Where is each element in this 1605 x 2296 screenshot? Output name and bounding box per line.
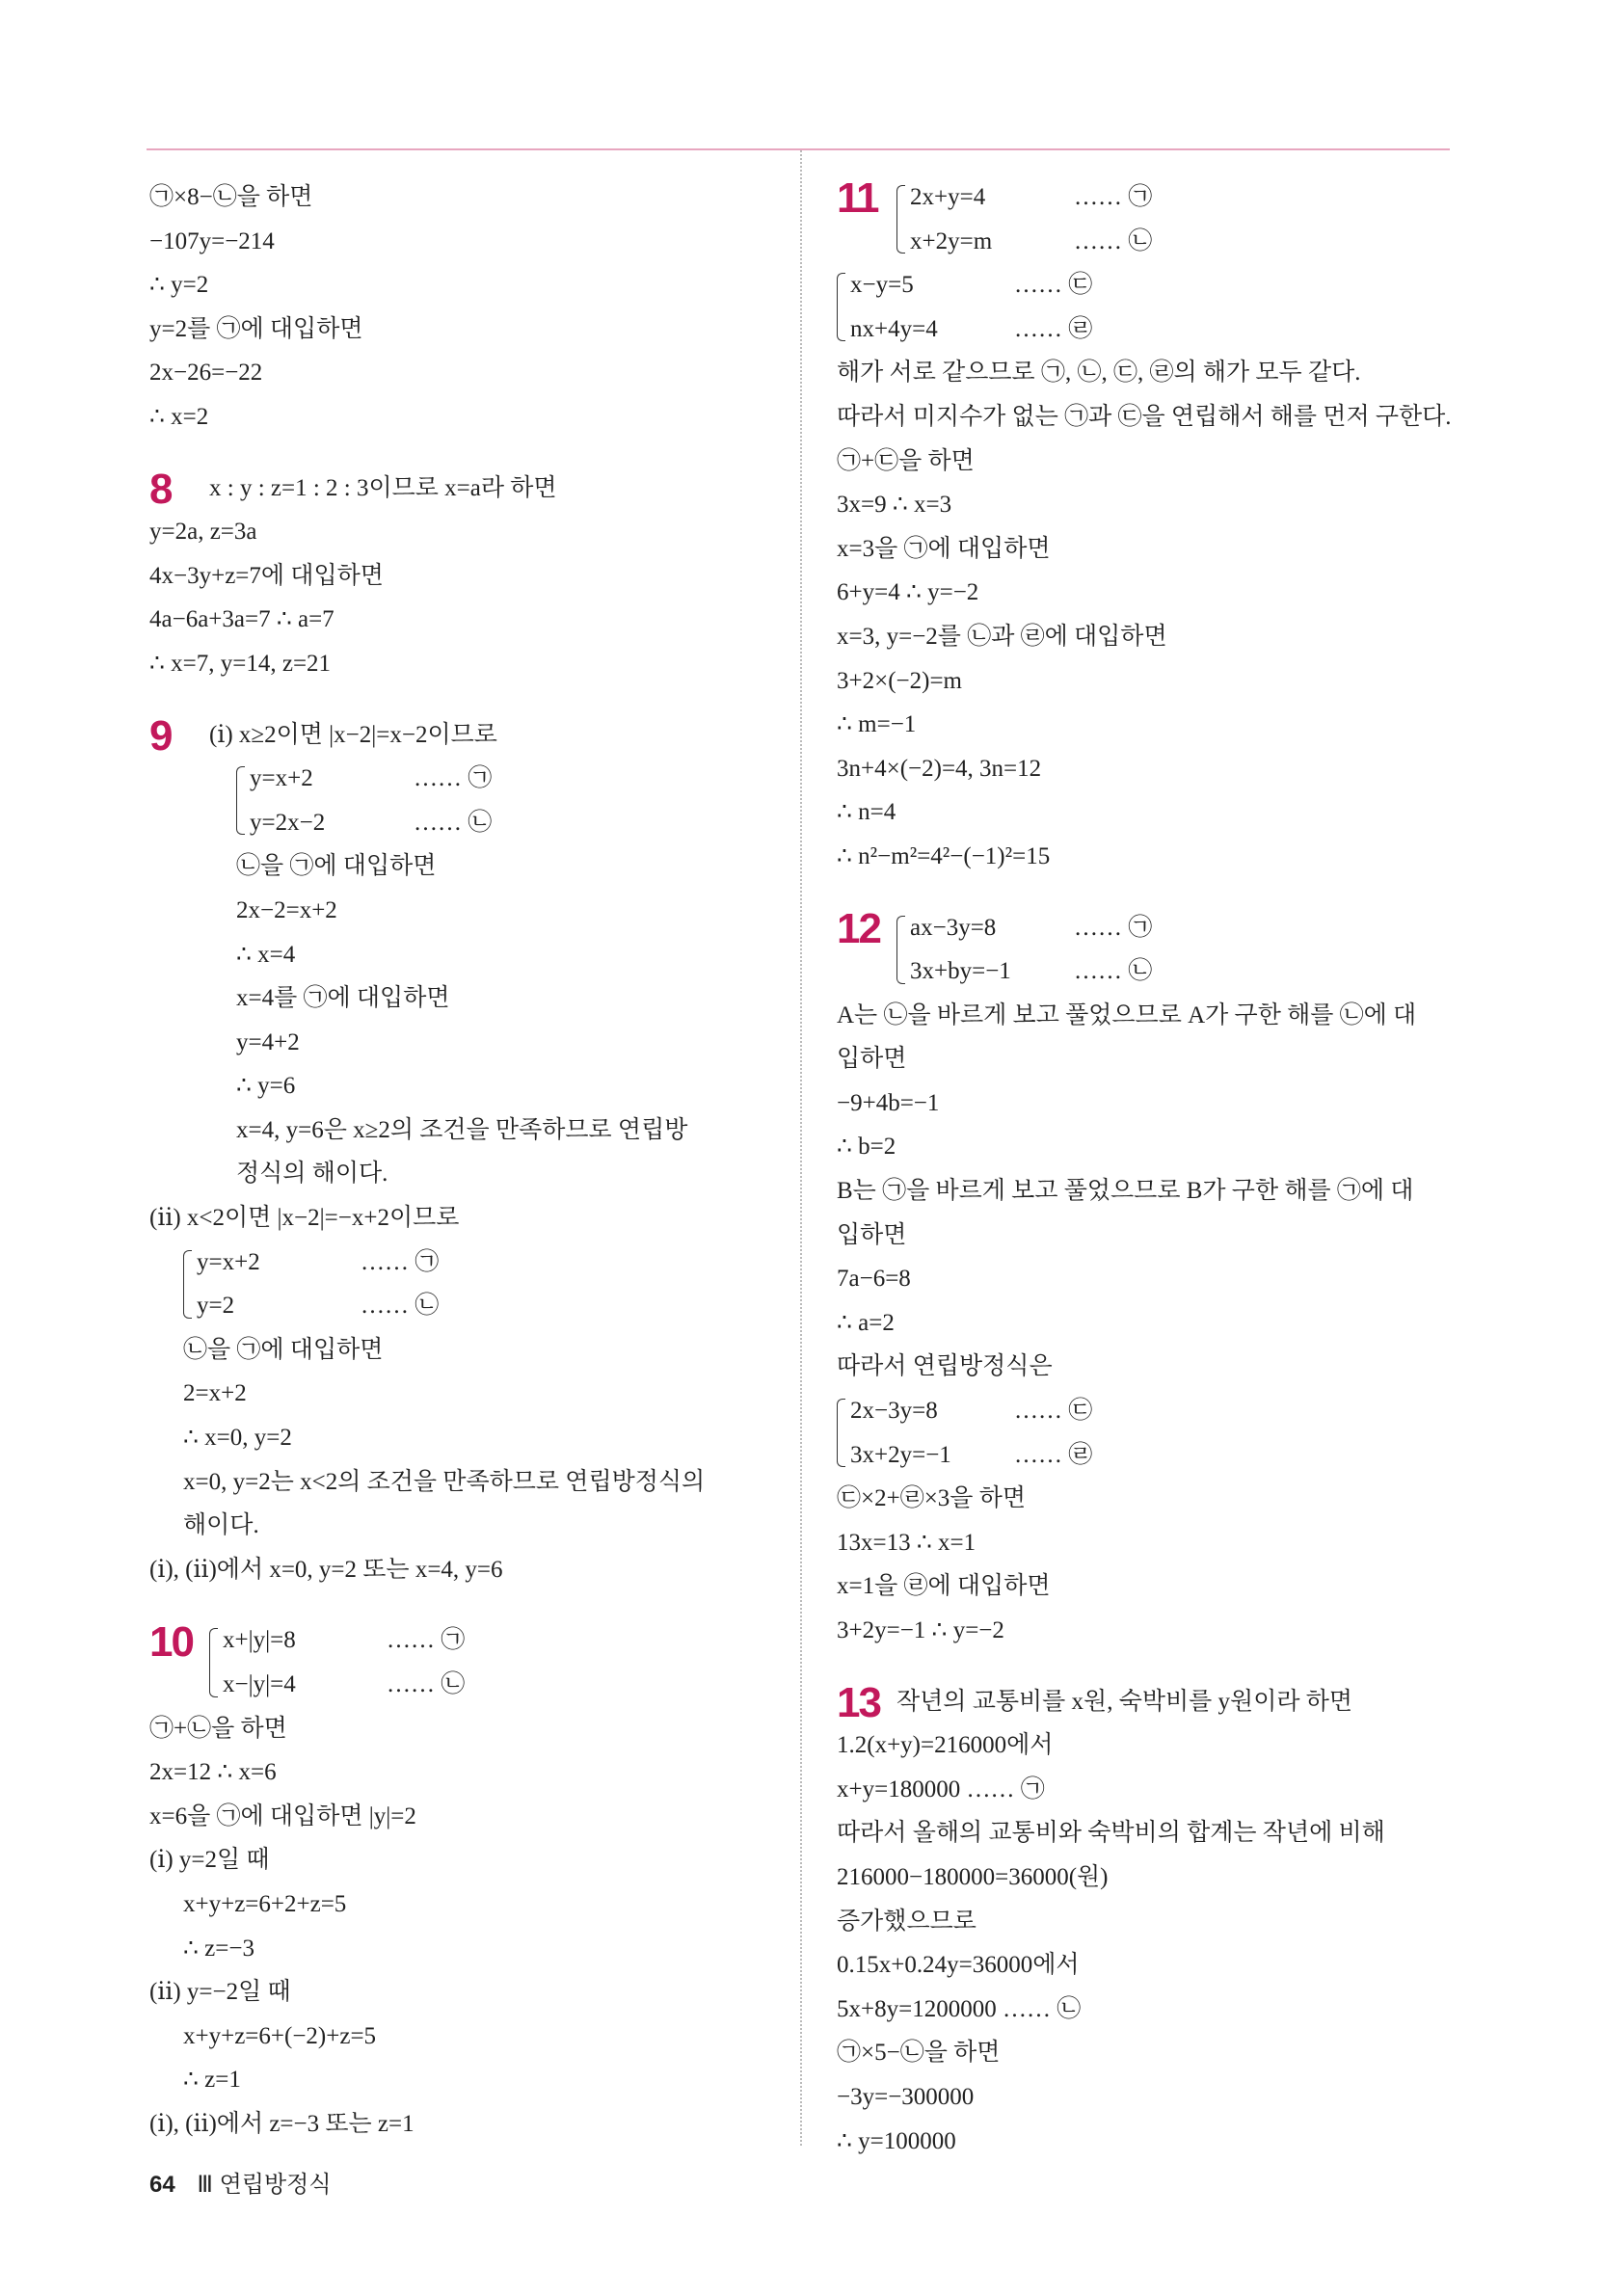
equation: y=x+2 xyxy=(250,765,313,792)
solution-line xyxy=(837,1081,1454,1126)
solution-line xyxy=(837,615,1454,659)
problem-number: 10 xyxy=(149,1617,193,1666)
equation: x−y=5 xyxy=(850,272,914,299)
solution-line xyxy=(837,1521,1454,1565)
line-text: 3+2y=−1 ∴ y=−2 xyxy=(837,1617,1004,1643)
line-text: 3x=9 ∴ x=3 xyxy=(837,492,952,519)
equation-system xyxy=(837,263,1454,351)
line-text: ∴ x=7, y=14, z=21 xyxy=(149,650,332,677)
solution-line xyxy=(837,527,1454,572)
solution-line xyxy=(837,1564,1454,1609)
line-text: (ⅰ), (ⅱ)에서 x=0, y=2 또는 x=4, y=6 xyxy=(149,1556,503,1583)
solution-line xyxy=(149,307,776,352)
line-text: y=2를 ㉠에 대입하면 xyxy=(149,315,363,342)
equation-tag: …… ㉠ xyxy=(361,1248,440,1275)
solution-line xyxy=(837,659,1454,704)
line-text: x+y+z=6+2+z=5 xyxy=(183,1890,347,1917)
line-text: ㉡을 ㉠에 대입하면 xyxy=(183,1336,384,1363)
solution-line xyxy=(149,510,776,554)
line-text: ㉡을 ㉠에 대입하면 xyxy=(236,853,437,880)
line-text: x : y : z=1 : 2 : 3이므로 x=a라 하면 xyxy=(209,474,557,501)
line-text: 정식의 해이다. xyxy=(236,1161,388,1188)
line-text: 0.15x+0.24y=36000에서 xyxy=(837,1952,1080,1979)
solution-line xyxy=(149,351,776,395)
equation: 2x+y=4 xyxy=(910,184,986,210)
equation: nx+4y=4 xyxy=(850,315,938,342)
line-text: y=2a, z=3a xyxy=(149,519,257,546)
line-text: ∴ z=1 xyxy=(183,2067,241,2094)
solution-line xyxy=(149,175,776,220)
solution-line xyxy=(837,1345,1454,1389)
line-text: −3y=−300000 xyxy=(837,2083,975,2110)
line-text: ∴ y=6 xyxy=(236,1073,296,1100)
problem-heading xyxy=(149,713,776,758)
solution-line xyxy=(149,263,776,307)
line-text: −107y=−214 xyxy=(149,227,275,254)
line-text: 216000−180000=36000(원) xyxy=(837,1863,1109,1890)
solution-line xyxy=(837,1301,1454,1346)
solution-line xyxy=(149,1970,776,2015)
equation: 3x+by=−1 xyxy=(910,958,1011,985)
line-text: 입하면 xyxy=(837,1046,907,1073)
solution-line xyxy=(837,483,1454,527)
line-text: ∴ x=2 xyxy=(149,403,209,430)
left-column xyxy=(149,175,776,2147)
solution-line xyxy=(149,889,776,933)
solution-line xyxy=(149,554,776,599)
equation-system xyxy=(149,1618,776,1706)
line-text: ㉢×2+㉣×3을 하면 xyxy=(837,1485,1026,1512)
line-text: ∴ y=2 xyxy=(149,272,209,299)
solution-line xyxy=(149,1504,776,1548)
equation-tag: …… ㉠ xyxy=(387,1627,466,1654)
solution-line xyxy=(149,1548,776,1592)
solution-line xyxy=(837,2031,1454,2075)
line-text: x=3, y=−2를 ㉡과 ㉣에 대입하면 xyxy=(837,623,1167,650)
equation-tag: …… ㉠ xyxy=(1074,184,1153,210)
line-text: x=4를 ㉠에 대입하면 xyxy=(236,985,450,1012)
line-text: ㉠×8−㉡을 하면 xyxy=(149,184,313,210)
solution-line xyxy=(149,2058,776,2102)
line-text: −9+4b=−1 xyxy=(837,1089,940,1116)
solution-line xyxy=(149,2102,776,2147)
equation-tag: …… ㉡ xyxy=(387,1671,466,1697)
equation: x+|y|=8 xyxy=(223,1627,296,1654)
equation-system xyxy=(149,1241,776,1328)
equation: 3x+2y=−1 xyxy=(850,1441,951,1468)
line-text: (ⅰ), (ⅱ)에서 z=−3 또는 z=1 xyxy=(149,2110,415,2137)
solution-line xyxy=(149,933,776,977)
equation: y=2 xyxy=(197,1293,235,1320)
solution-line xyxy=(149,1152,776,1196)
solution-line xyxy=(837,440,1454,484)
equation: 2x−3y=8 xyxy=(850,1398,938,1425)
line-text: x=4, y=6은 x≥2의 조건을 만족하므로 연립방 xyxy=(236,1116,688,1143)
solution-line xyxy=(149,1108,776,1153)
line-text: ㉠×5−㉡을 하면 xyxy=(837,2040,1001,2067)
line-text: (ⅰ) x≥2이면 |x−2|=x−2이므로 xyxy=(209,721,497,748)
solution-line xyxy=(837,1169,1454,1214)
line-text: ∴ n=4 xyxy=(837,799,896,826)
line-text: ∴ b=2 xyxy=(837,1134,896,1161)
solution-line xyxy=(149,1460,776,1505)
line-text: 7a−6=8 xyxy=(837,1266,911,1293)
line-text: 따라서 연립방정식은 xyxy=(837,1353,1053,1380)
equation-system xyxy=(837,175,1454,263)
line-text: ∴ y=100000 xyxy=(837,2127,956,2154)
equation: ax−3y=8 xyxy=(910,914,997,941)
solution-line xyxy=(837,835,1454,879)
line-text: B는 ㉠을 바르게 보고 풀었으므로 B가 구한 해를 ㉠에 대 xyxy=(837,1178,1414,1205)
solution-line xyxy=(149,395,776,440)
line-text: 해이다. xyxy=(183,1512,259,1539)
line-text: ∴ x=0, y=2 xyxy=(183,1425,292,1452)
line-text: A는 ㉡을 바르게 보고 풀었으므로 A가 구한 해를 ㉡에 대 xyxy=(837,1001,1417,1028)
line-text: 2x=12 ∴ x=6 xyxy=(149,1759,277,1786)
solution-line xyxy=(149,1795,776,1839)
line-text: 6+y=4 ∴ y=−2 xyxy=(837,579,979,606)
line-text: 따라서 올해의 교통비와 숙박비의 합계는 작년에 비해 xyxy=(837,1820,1385,1847)
line-text: 4x−3y+z=7에 대입하면 xyxy=(149,562,384,589)
solution-line xyxy=(837,1723,1454,1768)
solution-line xyxy=(149,2015,776,2059)
problem-number: 13 xyxy=(837,1678,880,1726)
problem-number: 11 xyxy=(837,174,878,223)
equation-system xyxy=(837,1389,1454,1477)
equation-tag: …… ㉡ xyxy=(361,1293,440,1320)
solution-line xyxy=(837,2120,1454,2164)
line-text: 따라서 미지수가 없는 ㉠과 ㉢을 연립해서 해를 먼저 구한다. xyxy=(837,403,1452,430)
equation-tag: …… ㉡ xyxy=(1074,958,1153,985)
solution-line xyxy=(837,1257,1454,1301)
line-text: x=3을 ㉠에 대입하면 xyxy=(837,535,1051,562)
line-text: (ⅱ) y=−2일 때 xyxy=(149,1979,291,2006)
solution-line xyxy=(149,1882,776,1927)
solution-line xyxy=(837,1988,1454,2032)
equation-tag: …… ㉡ xyxy=(414,809,493,836)
solution-line xyxy=(837,1943,1454,1988)
solution-line xyxy=(149,220,776,264)
line-text: x+y+z=6+(−2)+z=5 xyxy=(183,2022,377,2049)
solution-line xyxy=(149,1416,776,1460)
line-text: 2=x+2 xyxy=(183,1380,247,1407)
line-text: 5x+8y=1200000 …… ㉡ xyxy=(837,1995,1082,2022)
solution-line xyxy=(149,1196,776,1241)
equation: x−|y|=4 xyxy=(223,1671,296,1697)
line-text: 2x−26=−22 xyxy=(149,360,263,387)
line-text: x=0, y=2는 x<2의 조건을 만족하므로 연립방정식의 xyxy=(183,1468,706,1495)
equation-system xyxy=(837,906,1454,994)
line-text: ∴ a=2 xyxy=(837,1309,895,1336)
line-text: ㉠+㉢을 하면 xyxy=(837,447,975,474)
line-text: ∴ x=4 xyxy=(236,941,296,968)
page-footer xyxy=(149,2165,332,2199)
solution-line xyxy=(837,1125,1454,1169)
line-text: y=4+2 xyxy=(236,1028,300,1055)
line-text: 2x−2=x+2 xyxy=(236,896,337,923)
solution-line xyxy=(837,994,1454,1038)
solution-line xyxy=(837,1609,1454,1653)
equation-tag: …… ㉠ xyxy=(414,765,493,792)
problem-heading xyxy=(837,1680,1454,1724)
solution-line xyxy=(837,703,1454,747)
line-text: ∴ m=−1 xyxy=(837,711,917,738)
column-divider xyxy=(800,150,802,2146)
equation: x+2y=m xyxy=(910,227,993,254)
line-text: 입하면 xyxy=(837,1221,907,1248)
solution-line xyxy=(837,1477,1454,1521)
line-text: x=6을 ㉠에 대입하면 |y|=2 xyxy=(149,1802,416,1829)
solution-line xyxy=(837,1037,1454,1081)
problem-heading xyxy=(149,467,776,511)
solution-line xyxy=(149,1707,776,1751)
solution-line xyxy=(837,571,1454,615)
solution-line xyxy=(837,1214,1454,1258)
equation-tag: …… ㉡ xyxy=(1074,227,1153,254)
solution-line xyxy=(149,1927,776,1971)
solution-line xyxy=(149,1021,776,1065)
solution-line xyxy=(837,1900,1454,1944)
line-text: 1.2(x+y)=216000에서 xyxy=(837,1732,1054,1759)
equation-tag: …… ㉣ xyxy=(1014,315,1093,342)
solution-line xyxy=(149,976,776,1021)
line-text: 4a−6a+3a=7 ∴ a=7 xyxy=(149,606,334,633)
solution-line xyxy=(149,642,776,686)
equation-tag: …… ㉢ xyxy=(1014,272,1093,299)
equation: y=2x−2 xyxy=(250,809,326,836)
line-text: 해가 서로 같으므로 ㉠, ㉡, ㉢, ㉣의 해가 모두 같다. xyxy=(837,360,1361,387)
line-text: (ⅱ) x<2이면 |x−2|=−x+2이므로 xyxy=(149,1205,460,1232)
line-text: 작년의 교통비를 x원, 숙박비를 y원이라 하면 xyxy=(896,1688,1353,1715)
solution-line xyxy=(149,1750,776,1795)
solution-line xyxy=(837,1811,1454,1855)
problem-number: 8 xyxy=(149,465,172,513)
line-text: 증가했으므로 xyxy=(837,1908,976,1935)
solution-line xyxy=(149,598,776,642)
equation-tag: …… ㉣ xyxy=(1014,1441,1093,1468)
line-text: 3n+4×(−2)=4, 3n=12 xyxy=(837,755,1042,782)
problem-number: 12 xyxy=(837,904,880,952)
line-text: ∴ n²−m²=4²−(−1)²=15 xyxy=(837,842,1051,869)
right-column xyxy=(837,175,1454,2163)
line-text: x=1을 ㉣에 대입하면 xyxy=(837,1573,1051,1600)
line-text: 13x=13 ∴ x=1 xyxy=(837,1529,976,1556)
solution-line xyxy=(837,1855,1454,1900)
solution-line xyxy=(149,1328,776,1373)
page-number: 64 xyxy=(149,2172,175,2198)
solution-line xyxy=(837,395,1454,440)
equation-tag: …… ㉠ xyxy=(1074,914,1153,941)
line-text: (ⅰ) y=2일 때 xyxy=(149,1847,270,1874)
equation: y=x+2 xyxy=(197,1248,260,1275)
solution-line xyxy=(149,844,776,889)
line-text: ∴ z=−3 xyxy=(183,1935,254,1962)
top-rule xyxy=(147,148,1450,150)
line-text: ㉠+㉡을 하면 xyxy=(149,1715,287,1742)
solution-line xyxy=(837,351,1454,395)
problem-number: 9 xyxy=(149,711,172,760)
solution-line xyxy=(837,1768,1454,1812)
solution-line xyxy=(837,2075,1454,2120)
equation-system xyxy=(149,757,776,844)
line-text: 3+2×(−2)=m xyxy=(837,667,962,694)
solution-line xyxy=(149,1372,776,1416)
solution-line xyxy=(837,790,1454,835)
solution-line xyxy=(149,1064,776,1108)
solution-line xyxy=(149,1838,776,1882)
section-title: Ⅲ 연립방정식 xyxy=(197,2172,332,2198)
solution-line xyxy=(837,747,1454,791)
equation-tag: …… ㉢ xyxy=(1014,1398,1093,1425)
line-text: x+y=180000 …… ㉠ xyxy=(837,1775,1045,1802)
